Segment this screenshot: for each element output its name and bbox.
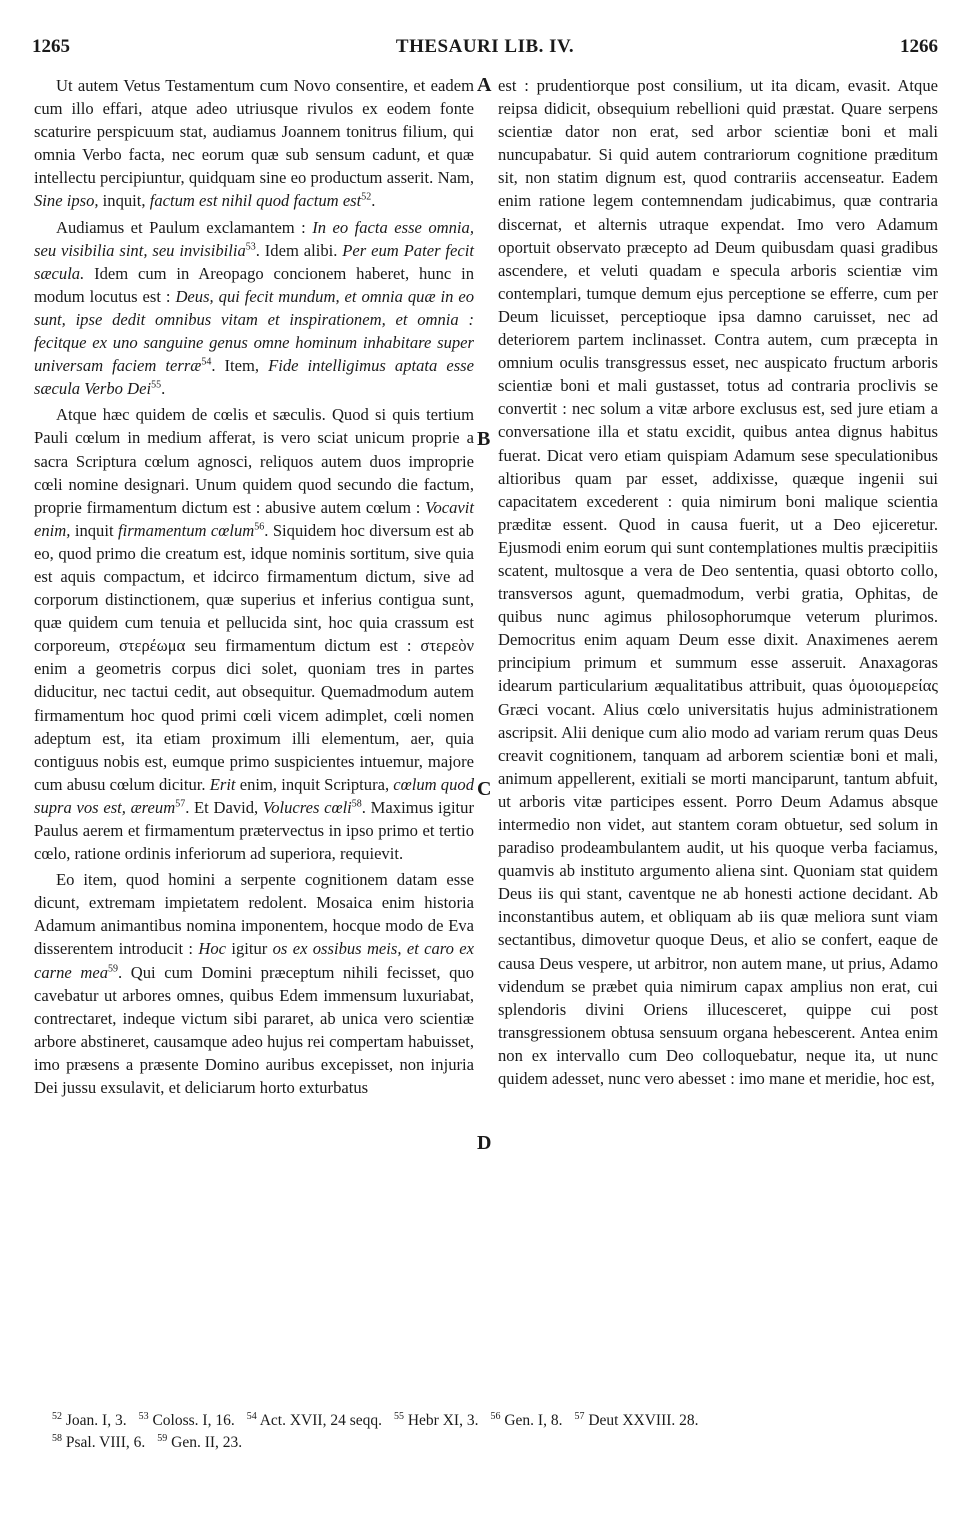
margin-letter-b: B — [477, 428, 491, 450]
margin-letter-d: D — [477, 1132, 492, 1154]
footnote-ref: 54 — [201, 356, 212, 368]
body-text: Atque hæc quidem de cœlis et sæculis. Quod si quis tertium Pauli cœlum in medium afferat, is vero sciat unicum proprie a sacra Scriptura cœlum agnosci, reliquos autem duos improprie cœli nomine designari. Unum quidem quod secundo die factum, proprie firmamentum dictum est : abusive autem cœlum : — [34, 405, 474, 517]
body-text: . Maximus igitur Paulus aerem et firmamentum prætervectus in ipso primo et tertio cœlo, ratione ordinis inferiorum ad superiora, requievit. — [34, 797, 474, 864]
body-text: . Qui cum Domini præceptum nihili fecisset, quo cavebatur ut arbores omnes, quibus Edem immensum luxuriabat, contrectaret, indeque victum sibi pararet, ab unica vero scientiæ arbore abstineret, causamque adeo hujus rei compertam habuisset, imo præsens a præsente Domino auribus excepisset, non injuria Dei jussu exsulavit, et deliciarum horto exturbatus — [34, 962, 474, 1098]
right-paragraph — [498, 74, 938, 1090]
footnote-text: Hebr XI, 3. — [403, 1412, 479, 1429]
italic-text: Fide intelligimus aptata esse sæcula Verbo Dei — [34, 356, 474, 399]
footnote — [574, 1412, 698, 1429]
body-text: inquit, — [98, 191, 150, 211]
footnote — [157, 1434, 242, 1451]
page-number-left: 1265 — [32, 36, 70, 57]
body-text: . — [161, 379, 166, 399]
italic-text: Volucres cœli — [262, 797, 352, 817]
footnote — [52, 1434, 145, 1451]
footnotes — [52, 1410, 932, 1454]
footnote-number: 55 — [393, 1410, 404, 1422]
italic-text: Erit — [209, 774, 236, 794]
footnote — [247, 1412, 382, 1429]
footnote-number: 58 — [52, 1432, 62, 1444]
italic-text: Vocavit enim, — [34, 497, 474, 540]
body-text: . Item, — [211, 356, 269, 376]
body-text: Ut autem Vetus Testamentum cum Novo consentire, et eadem cum illo effari, atque adeo utriusque rivulos ex eodem fonte scaturire perspicuum stat, audiamus Joannem tonitrus filium, qui omnia Verbo facta, nec eorum quæ sub sensum cadunt, et quæ intellectu percipiuntur, quidquam sine eo productum asserit. Nam, — [34, 76, 474, 188]
footnote-ref: 56 — [254, 521, 265, 533]
left-paragraph — [34, 868, 474, 1099]
body-text: . — [371, 191, 376, 211]
footnote-line — [52, 1432, 932, 1454]
footnote-text: Coloss. I, 16. — [148, 1412, 235, 1429]
footnote-number: 56 — [490, 1410, 501, 1422]
footnote-ref: 58 — [351, 798, 362, 810]
italic-text: Hoc — [198, 939, 227, 959]
page-number-right: 1266 — [900, 36, 938, 57]
italic-text: In eo facta esse omnia, seu visibilia sint, seu invisibilia — [34, 217, 474, 260]
footnote-text: Gen. II, 23. — [167, 1434, 243, 1451]
footnote — [490, 1412, 562, 1429]
body-text: inquit — [70, 520, 118, 540]
italic-text: firmamentum cœlum — [118, 520, 255, 540]
footnote-number: 59 — [157, 1432, 168, 1444]
italic-text: Deus, qui fecit mundum, et omnia quæ in eo sunt, ipse dedit omnibus vitam et inspirationem, et omnia : fecitque ex uno sanguine genus omne hominum inhabitare super universam faciem terræ — [34, 286, 474, 376]
footnote-text: Joan. I, 3. — [62, 1412, 127, 1429]
left-paragraph — [34, 216, 474, 401]
italic-text: cœlum quod supra vos est, æreum — [34, 774, 474, 817]
body-text: Audiamus et Paulum exclamantem : — [56, 217, 313, 237]
right-column — [498, 74, 938, 1090]
footnote — [139, 1412, 235, 1429]
margin-letter-c: C — [477, 778, 492, 800]
footnote-line — [52, 1410, 932, 1432]
footnote-text: Psal. VIII, 6. — [62, 1434, 146, 1451]
footnote-ref: 59 — [108, 963, 119, 975]
body-text: igitur — [226, 939, 273, 959]
footnote-number: 57 — [574, 1410, 585, 1422]
italic-text: Per eum Pater fecit sæcula. — [34, 240, 474, 283]
italic-text: factum est nihil quod factum est — [149, 191, 362, 211]
body-text: Eo item, quod homini a serpente cognitionem datam esse dicunt, extremam impietatem redolent. Mosaica enim historia Adamum animantibus nomina imponentem, hocque modo de Eva disserentem introducit : — [34, 870, 474, 959]
body-text: . Siquidem hoc diversum est ab eo, quod primo die creatum est, idque nominis sortitum, sive quia est aquis compactum, et idcirco firmamentum dictum, sive ad corporum distinctionem, quæ superius et inferius contigua sunt, quæ quidem cum tenuia et pellucida sint, hoc quia crassum est corporeum, στερέωμα seu firmamentum dictum est : στερεὸν enim a geometris corpus dici solet, quoniam tres in partes diducitur, nec tactui cedit, aut obsequitur. Quemadmodum autem firmamentum hoc quod primi cœli vicem adimplet, cœli nomen adeptum est, ita etiam proximum illi elementum, aer, quia contiguus nobis est, eumque primo suspicientes intuemur, majore cum abusu cœlum dicitur. — [34, 520, 474, 794]
footnote — [52, 1412, 127, 1429]
left-paragraph — [34, 74, 474, 213]
footnote-number: 52 — [52, 1410, 62, 1422]
body-text: Idem cum in Areopago concionem haberet, hunc in modum locutus est : — [34, 263, 474, 306]
page-header — [32, 36, 938, 66]
footnote-text: Act. XVII, 24 seqq. — [256, 1412, 382, 1429]
italic-text: Sine ipso, — [34, 191, 99, 211]
running-title: THESAURI LIB. IV. — [395, 36, 575, 57]
footnote-number: 54 — [246, 1410, 257, 1422]
footnote-ref: 52 — [361, 191, 372, 203]
body-text: . Et David, — [185, 797, 263, 817]
footnote-ref: 55 — [151, 379, 162, 391]
footnote — [394, 1412, 478, 1429]
body-text: . Idem alibi. — [255, 240, 343, 260]
body-text: est : prudentiorque post consilium, ut ita dicam, evasit. Atque reipsa didicit, obsequium rebellioni quid præstat. Quare serpens scientiæ dator non erat, sed arbor scientiæ boni et mali nuncupabatur. Si quid autem contrariorum cognitione præditum sit, non statim dignum est, quod contrariis accenseatur. Eadem enim ratione legem contemnendam judicabimus, quæ contraria discernat, et alternis utraque expendat. Imo vero Adamum oportuit observato præcepto ad Deum quibusdam quasi gradibus ascendere, et veluti quadam e specula arboris scientiæ vim contemplari, tumque demum ejus perceptione se efferre, cum per Deum licuisset, perceptioque ipsa damno caruisset, nec ad deteriorem partem inclinasset. Contra autem, cum præcepta in omnium oculis transgressus esset, nec auspicato fructum arboris scientiæ boni et mali gustasset, totus ad contraria proclivis se convertit : nec solum a vitæ arbore exclusus est, sed jure etiam a conversatione illa et statu excidit, quibus antea dignus habitus fuerat. Dicat vero etiam quispiam Adamum sese speculationibus altioribus quam par esset, addixisse, quæque ingenii sui capacitatem excederent : quia nimirum boni malique scientia præditæ essent. Quod in causa fuerit, ut a Deo ejiceretur. Ejusmodi enim eorum qui sunt contemplationes multis præcipitiis scatent, multosque a vera de Deo sententia, quasi obtorto collo, transversos agunt, quemadmodum, verbi gratia, Ophitas, de quibus nunc agimus philosophorumque veterum plurimos. Democritus enim aquam Deum esse dixit. Anaximenes aerem principium primum et summum esse asseruit. Anaxagoras idearum particularium æqualitatibus attribuit, quas ὁμοιομερείας Græci vocant. Alius cœlo universitatis hujus administrationem ascripsit. Alii denique cum alio modo ad variam rerum quas Deus creavit cognitionem, tanquam ad arborem scientiæ boni et mali, animum appellerent, exitiali se morti manciparunt, tantum abfuit, ut arboris vitæ participes essent. Porro Deum Adamus absque intermedio non videt, aut stantem coram obtuetur, sed solum in paradiso prodeambulantem audit, ut his quoque verba faciamus, quamvis ab instituto argumento aliena sint. Quoniam stat quidem Deus iis qui stant, caventque ne ab honesti actione decidant. Ab inconstantibus autem, et obliquam ab iis quæ meliora sunt viam sectantibus, dimovetur quoque Deus, et alio se confert, eaque de causa Deus vespere, ut arbitror, non autem mane, ut prius, Adamo videndum se præbet quia nimirum capax amplius non erat, cui splendoris divini Oriens illucesceret, quippe cui post transgressionem obtusa sensuum organa hebescerent. Antea enim non ex intervallo cum Deo colloquebatur, neque ita, ut nunc quidem adesset, nunc vero abesset : imo mane et meridie, hoc est, — [498, 76, 938, 1089]
footnote-number: 53 — [138, 1410, 149, 1422]
footnote-ref: 53 — [245, 241, 256, 253]
italic-text: os ex ossibus meis, et caro ex carne mea — [34, 939, 474, 982]
footnote-text: Deut XXVIII. 28. — [584, 1412, 699, 1429]
footnote-text: Gen. I, 8. — [500, 1412, 563, 1429]
left-column — [34, 74, 474, 1099]
margin-letter-a: A — [477, 74, 492, 96]
footnote-ref: 57 — [175, 798, 186, 810]
left-paragraph — [34, 403, 474, 865]
body-text: enim, inquit Scriptura, — [235, 774, 394, 794]
